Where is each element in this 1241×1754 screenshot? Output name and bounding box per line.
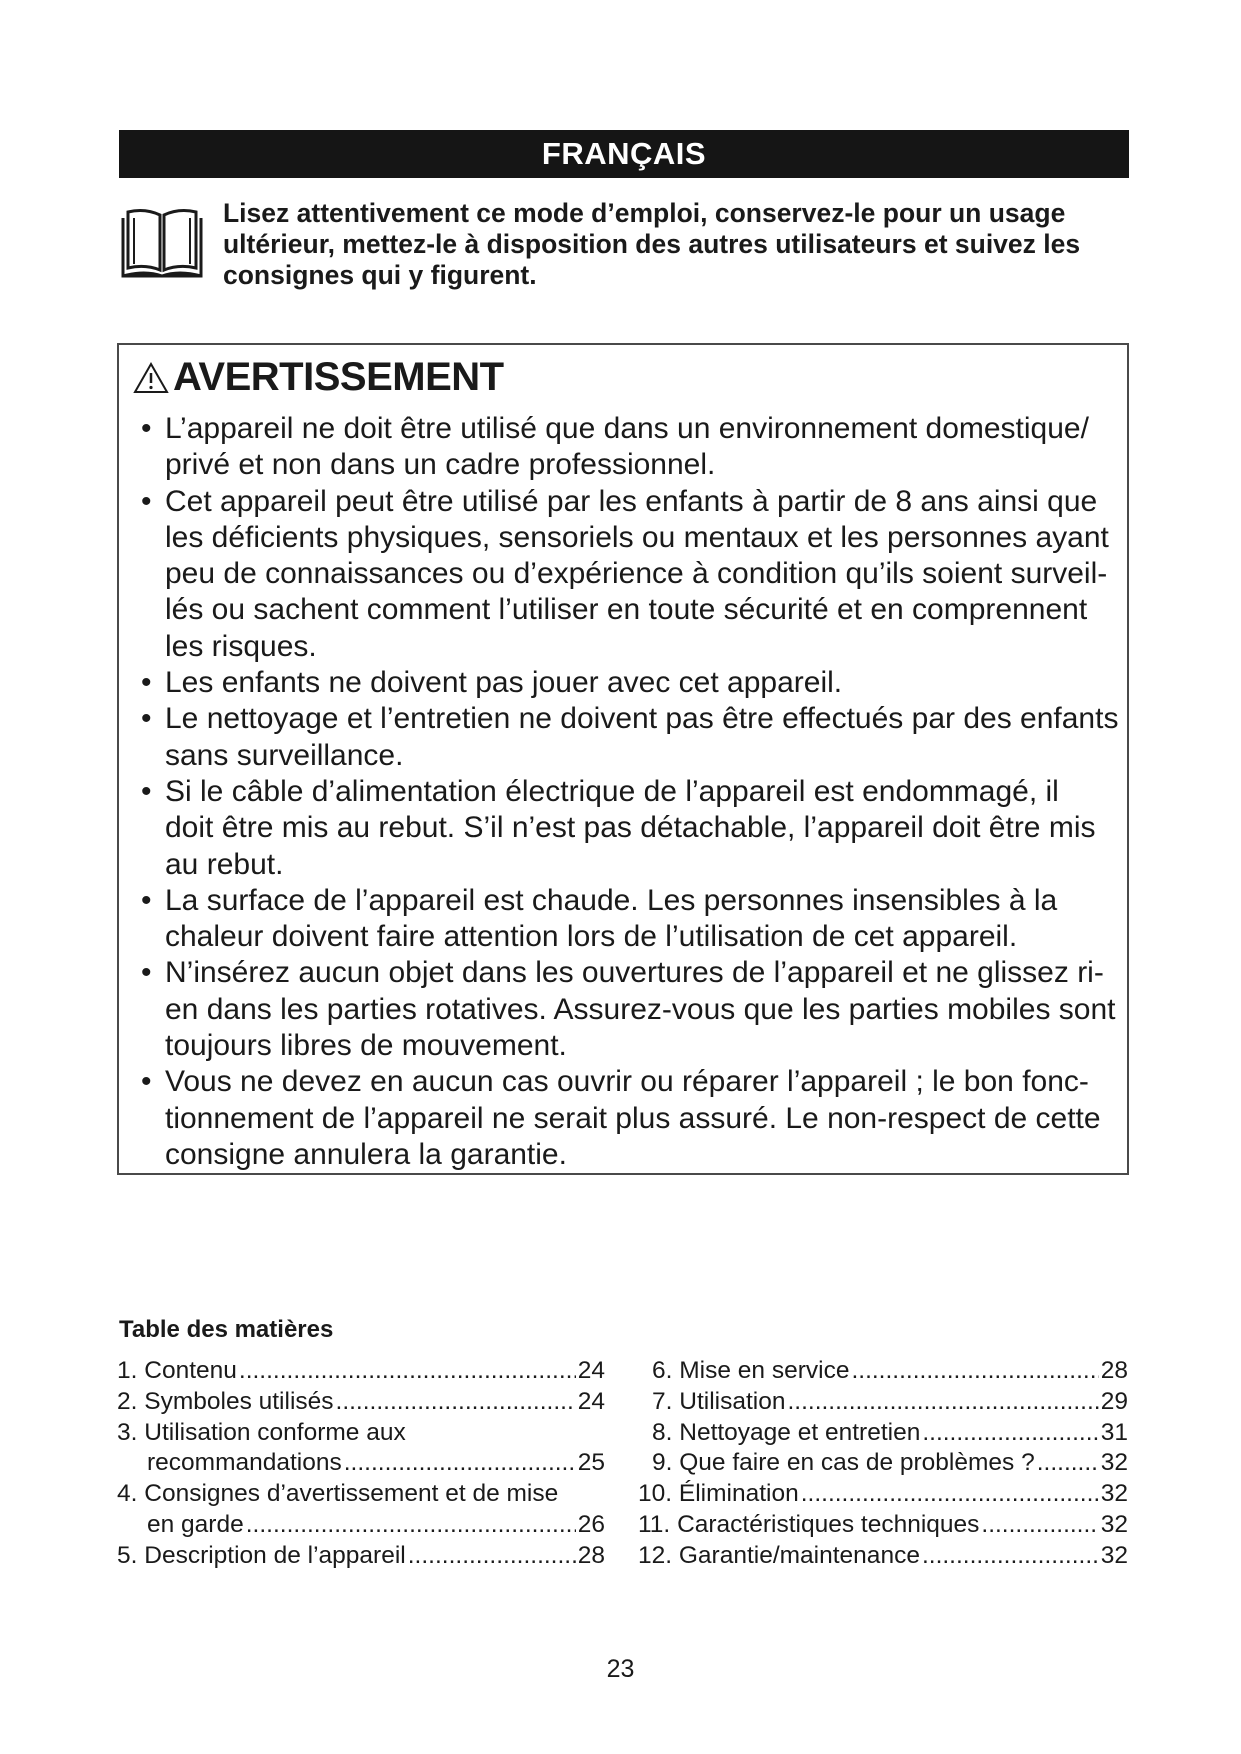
warning-item xyxy=(129,665,1129,701)
toc-page: 25 xyxy=(577,1449,605,1477)
toc-right-column xyxy=(638,1356,1128,1572)
toc-entry-title: Symboles utilisés xyxy=(144,1387,334,1415)
toc-entry-title: Consignes d’avertissement et de mise xyxy=(144,1480,559,1508)
warning-line: La surface de l’appareil est chaude. Les personnes insensibles à la xyxy=(165,883,1058,917)
toc-entry-continued xyxy=(117,1510,605,1541)
warning-item xyxy=(129,883,1129,956)
bullet-icon: • xyxy=(141,774,152,808)
toc-entry-title: Utilisation conforme aux xyxy=(144,1418,406,1446)
toc-leader xyxy=(981,1510,1098,1541)
toc-page: 28 xyxy=(577,1541,605,1569)
warning-title xyxy=(133,355,504,400)
toc-entry-title: Contenu xyxy=(144,1357,237,1384)
bullet-icon: • xyxy=(141,484,152,518)
warning-line: Vous ne devez en aucun cas ouvrir ou réparer l’appareil ; le bon fonc- xyxy=(165,1065,1089,1099)
toc-leader xyxy=(344,1448,576,1479)
toc-page: 24 xyxy=(577,1357,605,1384)
toc-leader xyxy=(801,1479,1099,1510)
intro-line: ultérieur, mettez-le à disposition des autres utilisateurs et suivez les xyxy=(223,229,1081,259)
page-number: 23 xyxy=(606,1655,635,1683)
bullet-icon: • xyxy=(141,666,152,700)
toc-page: 28 xyxy=(1100,1357,1128,1384)
warning-line: privé et non dans un cadre professionnel. xyxy=(165,448,716,482)
toc-entry xyxy=(638,1418,1128,1449)
toc-entry xyxy=(638,1448,1128,1479)
toc-number: 5. xyxy=(117,1541,138,1569)
toc-entry xyxy=(117,1541,605,1572)
warning-triangle-icon xyxy=(133,362,169,394)
toc-entry-title: Mise en service xyxy=(679,1357,850,1384)
warning-line: les déficients physiques, sensoriels ou mentaux et les personnes ayant xyxy=(165,520,1109,554)
toc-entry xyxy=(638,1510,1128,1541)
toc-number: 4. xyxy=(117,1480,138,1508)
toc-page: 24 xyxy=(577,1387,605,1415)
warning-list xyxy=(129,411,1129,1173)
toc-page: 32 xyxy=(1100,1541,1128,1569)
intro-line: Lisez attentivement ce mode d’emploi, conservez-le pour un usage xyxy=(223,198,1066,228)
toc-number: 10. xyxy=(638,1480,673,1508)
toc-page: 26 xyxy=(577,1510,605,1538)
bullet-icon: • xyxy=(141,412,152,445)
toc-entry-title: recommandations xyxy=(147,1449,342,1477)
toc-leader xyxy=(922,1418,1098,1449)
warning-line: lés ou sachent comment l’utiliser en toute sécurité et en comprennent xyxy=(165,593,1088,627)
toc-entry-title: Caractéristiques techniques xyxy=(677,1510,980,1538)
toc-number: 11. xyxy=(638,1510,671,1538)
warning-item xyxy=(129,774,1129,883)
warning-line: Cet appareil peut être utilisé par les enfants à partir de 8 ans ainsi que xyxy=(165,484,1098,518)
warning-line: Le nettoyage et l’entretien ne doivent pas être effectués par des enfants xyxy=(165,702,1119,736)
language-header: FRANÇAIS xyxy=(119,130,1129,178)
toc-entry xyxy=(117,1479,605,1510)
toc-left-column xyxy=(117,1356,605,1572)
toc-title: Table des matières xyxy=(119,1316,334,1343)
toc-leader xyxy=(336,1387,576,1418)
warning-line: N’insérez aucun objet dans les ouvertures de l’appareil et ne glissez ri- xyxy=(165,956,1104,990)
toc-page: 32 xyxy=(1100,1480,1128,1508)
bullet-icon: • xyxy=(141,702,152,736)
toc-entry xyxy=(638,1479,1128,1510)
warning-line: doit être mis au rebut. S’il n’est pas détachable, l’appareil doit être mis xyxy=(165,811,1096,845)
warning-line: consigne annulera la garantie. xyxy=(165,1137,567,1171)
toc-page: 32 xyxy=(1100,1510,1128,1538)
toc-entry-title: en garde xyxy=(147,1510,244,1538)
toc-entry-title: Garantie/maintenance xyxy=(678,1541,920,1569)
toc-number: 7. xyxy=(652,1387,673,1415)
toc-entry xyxy=(117,1356,605,1387)
warning-item xyxy=(129,955,1129,1064)
toc-page: 29 xyxy=(1100,1387,1128,1415)
warning-item xyxy=(129,411,1129,484)
warning-line: peu de connaissances ou d’expérience à condition qu’ils soient surveil- xyxy=(165,557,1108,591)
toc-page: 31 xyxy=(1100,1418,1128,1446)
toc-number: 9. xyxy=(652,1449,673,1477)
bullet-icon: • xyxy=(141,1065,152,1099)
intro-notice xyxy=(119,198,1129,291)
warning-line: tionnement de l’appareil ne serait plus assuré. Le non-respect de cette xyxy=(165,1101,1101,1135)
warning-line: toujours libres de mouvement. xyxy=(165,1029,567,1063)
intro-text xyxy=(223,198,1080,291)
toc-number: 6. xyxy=(652,1357,673,1384)
toc-entry xyxy=(638,1356,1128,1387)
warning-line: en dans les parties rotatives. Assurez-vous que les parties mobiles sont xyxy=(165,992,1116,1026)
warning-line: au rebut. xyxy=(165,847,284,881)
toc-entry-title: Description de l’appareil xyxy=(144,1541,406,1569)
book-icon xyxy=(119,206,205,282)
toc-entry xyxy=(117,1387,605,1418)
toc-leader xyxy=(239,1356,576,1387)
warning-item xyxy=(129,1064,1129,1173)
toc-entry-continued xyxy=(117,1448,605,1479)
warning-line: sans surveillance. xyxy=(165,738,404,772)
toc-number: 8. xyxy=(652,1418,673,1446)
intro-line: consignes qui y figurent. xyxy=(223,260,537,290)
toc-leader xyxy=(787,1387,1098,1418)
toc-entry-title: Utilisation xyxy=(679,1387,786,1415)
warning-line: Si le câble d’alimentation électrique de l’appareil est endommagé, il xyxy=(165,774,1059,808)
warning-item xyxy=(129,701,1129,774)
toc-entry-title: Élimination xyxy=(678,1480,799,1508)
toc-entry xyxy=(117,1418,605,1449)
toc-leader xyxy=(246,1510,576,1541)
toc-number: 3. xyxy=(117,1418,138,1446)
bullet-icon: • xyxy=(141,956,152,990)
toc-entry-title: Que faire en cas de problèmes ? xyxy=(679,1449,1035,1477)
toc-number: 12. xyxy=(638,1541,673,1569)
toc-number: 1. xyxy=(117,1357,138,1384)
warning-line: Les enfants ne doivent pas jouer avec cet appareil. xyxy=(165,666,843,700)
warning-title-text: AVERTISSEMENT xyxy=(173,355,504,399)
warning-line: chaleur doivent faire attention lors de l’utilisation de cet appareil. xyxy=(165,920,1018,954)
toc-entry xyxy=(638,1387,1128,1418)
toc-leader xyxy=(922,1541,1099,1572)
toc-entry-title: Nettoyage et entretien xyxy=(679,1418,921,1446)
toc-leader xyxy=(408,1541,576,1572)
warning-box xyxy=(117,343,1129,1175)
bullet-icon: • xyxy=(141,883,152,917)
warning-item xyxy=(129,484,1129,665)
toc-entry xyxy=(638,1541,1128,1572)
toc-page: 32 xyxy=(1100,1449,1128,1477)
warning-line: L’appareil ne doit être utilisé que dans un environnement domestique/ xyxy=(165,412,1089,445)
warning-line: les risques. xyxy=(165,629,317,663)
toc-leader xyxy=(1037,1448,1099,1479)
toc-leader xyxy=(851,1356,1098,1387)
toc-number: 2. xyxy=(117,1387,138,1415)
